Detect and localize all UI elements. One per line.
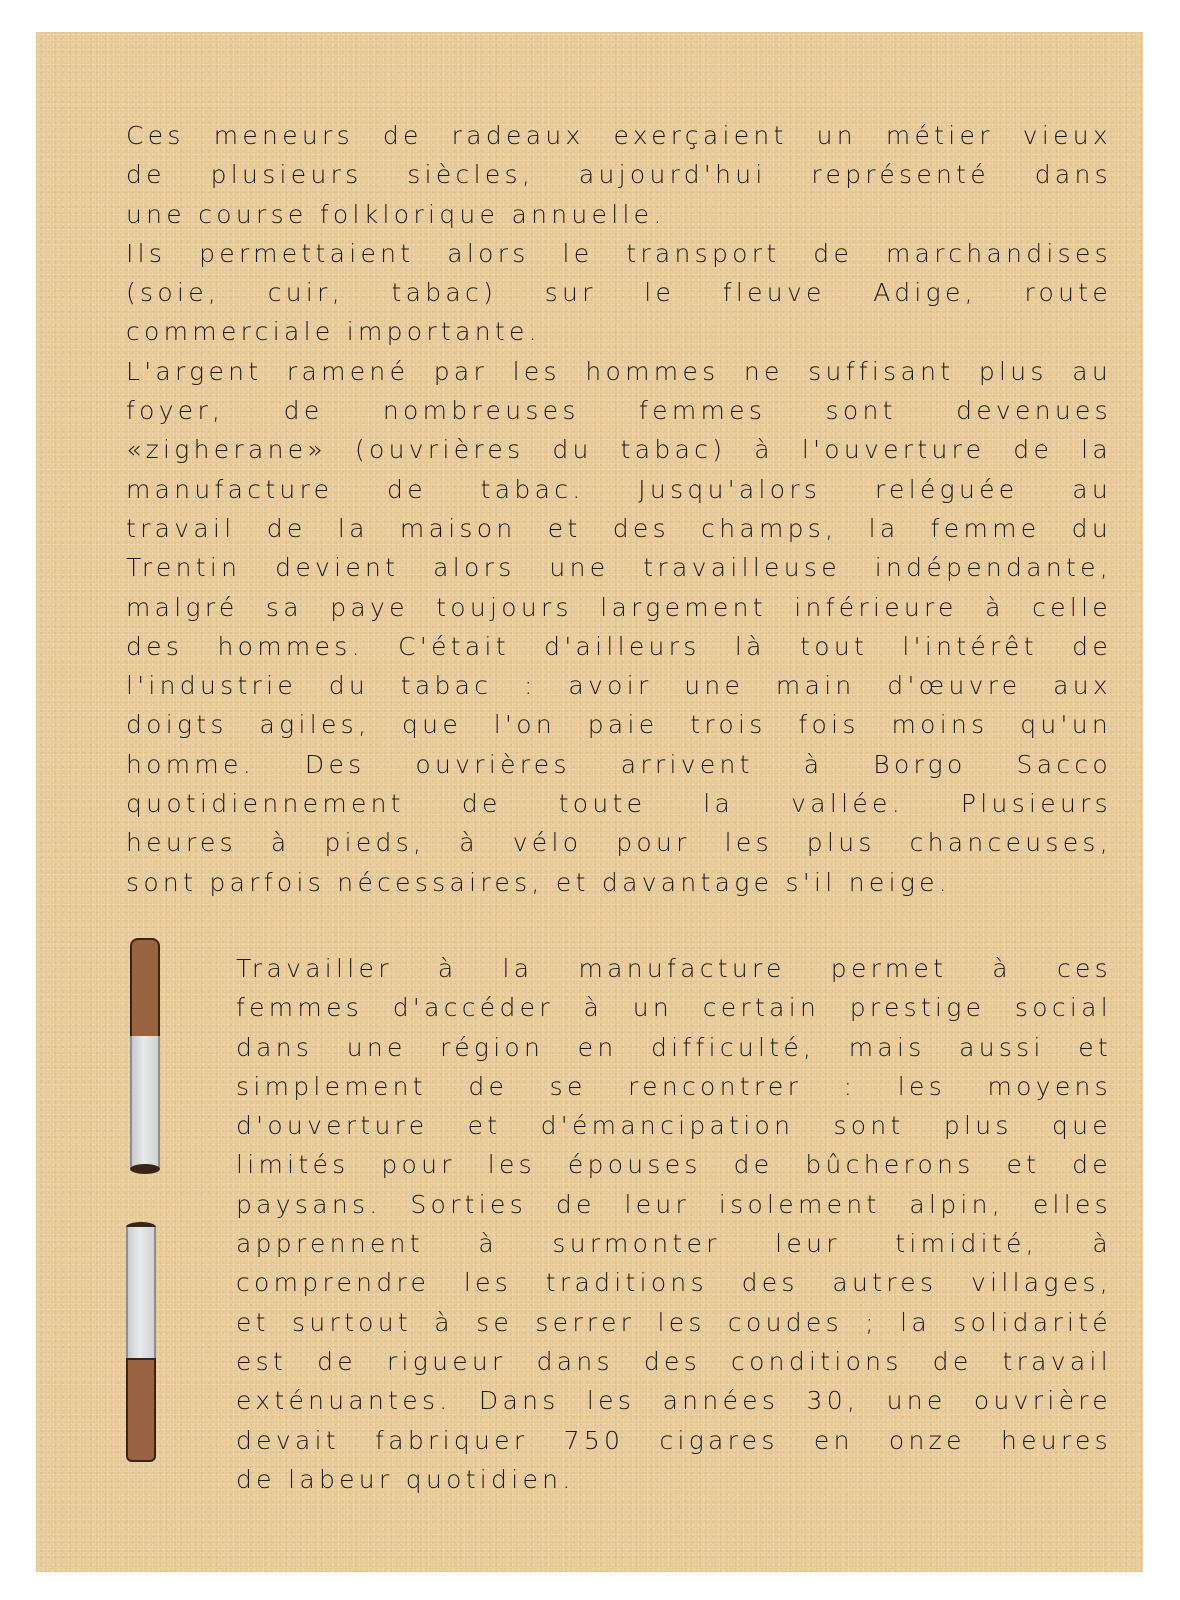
- text-line: d'ouverture et d'émancipation sont plus que: [236, 1111, 1112, 1141]
- text-line: comprendre les traditions des autres villages,: [236, 1268, 1112, 1298]
- text-line: exténuantes. Dans les années 30, une ouvrière: [236, 1386, 1112, 1416]
- text-line: des hommes. C'était d'ailleurs là tout l'intérêt de: [126, 631, 1112, 661]
- text-line: paysans. Sorties de leur isolement alpin, elles: [236, 1189, 1112, 1219]
- text-line: malgré sa paye toujours largement inférieure à celle: [126, 592, 1112, 622]
- text-line: de labeur quotidien.: [236, 1464, 575, 1494]
- text-line: foyer, de nombreuses femmes sont devenues: [126, 396, 1112, 426]
- text-line: est de rigueur dans des conditions de travail: [236, 1346, 1112, 1376]
- text-line: femmes d'accéder à un certain prestige social: [236, 993, 1112, 1023]
- text-line: Ces meneurs de radeaux exerçaient un métier vieux: [126, 121, 1112, 150]
- text-line: simplement de se rencontrer : les moyens: [236, 1071, 1112, 1101]
- text-line: L'argent ramené par les hommes ne suffisant plus au: [126, 356, 1112, 386]
- text-line: travail de la maison et des champs, la femme du: [126, 513, 1112, 543]
- text-line: l'industrie du tabac : avoir une main d'œuvre aux: [126, 671, 1112, 701]
- text-line: «zigherane» (ouvrières du tabac) à l'ouverture de la: [126, 435, 1112, 465]
- paragraph-secondary: [236, 949, 1112, 1499]
- paper-page: [36, 32, 1143, 1572]
- text-line: Travailler à la manufacture permet à ces: [236, 954, 1112, 983]
- text-line: (soie, cuir, tabac) sur le fleuve Adige, route: [126, 278, 1112, 308]
- text-line: dans une région en difficulté, mais aussi et: [236, 1032, 1112, 1062]
- text-line: commerciale importante.: [126, 317, 541, 347]
- cigarette-filter: [130, 938, 160, 1038]
- cigarette-ash-end: [130, 1164, 160, 1174]
- text-line: quotidiennement de toute la vallée. Plusieurs: [126, 789, 1112, 819]
- text-line: manufacture de tabac. Jusqu'alors reléguée au: [126, 474, 1112, 504]
- text-line: heures à pieds, à vélo pour les plus chanceuses,: [126, 828, 1112, 858]
- text-line: Ils permettaient alors le transport de marchandises: [126, 238, 1112, 268]
- cigarette-paper: [126, 1227, 156, 1359]
- cigarette-filter: [126, 1358, 156, 1462]
- paragraph-main: [126, 116, 1112, 902]
- cigarette-illustration-top: [130, 938, 160, 1174]
- text-line: homme. Des ouvrières arrivent à Borgo Sacco: [126, 749, 1112, 779]
- text-line: devait fabriquer 750 cigares en onze heures: [236, 1425, 1112, 1455]
- text-line: et surtout à se serrer les coudes ; la solidarité: [236, 1307, 1112, 1337]
- text-line: sont parfois nécessaires, et davantage s'il neige.: [126, 867, 952, 897]
- text-line: de plusieurs siècles, aujourd'hui représenté dans: [126, 160, 1112, 190]
- cigarette-illustration-bottom: [126, 1222, 156, 1462]
- cigarette-paper: [130, 1036, 160, 1168]
- text-line: apprennent à surmonter leur timidité, à: [236, 1229, 1112, 1259]
- text-line: une course folklorique annuelle.: [126, 199, 666, 229]
- text-line: limités pour les épouses de bûcherons et de: [236, 1150, 1112, 1180]
- text-line: doigts agiles, que l'on paie trois fois moins qu'un: [126, 710, 1112, 740]
- text-line: Trentin devient alors une travailleuse indépendante,: [126, 553, 1112, 583]
